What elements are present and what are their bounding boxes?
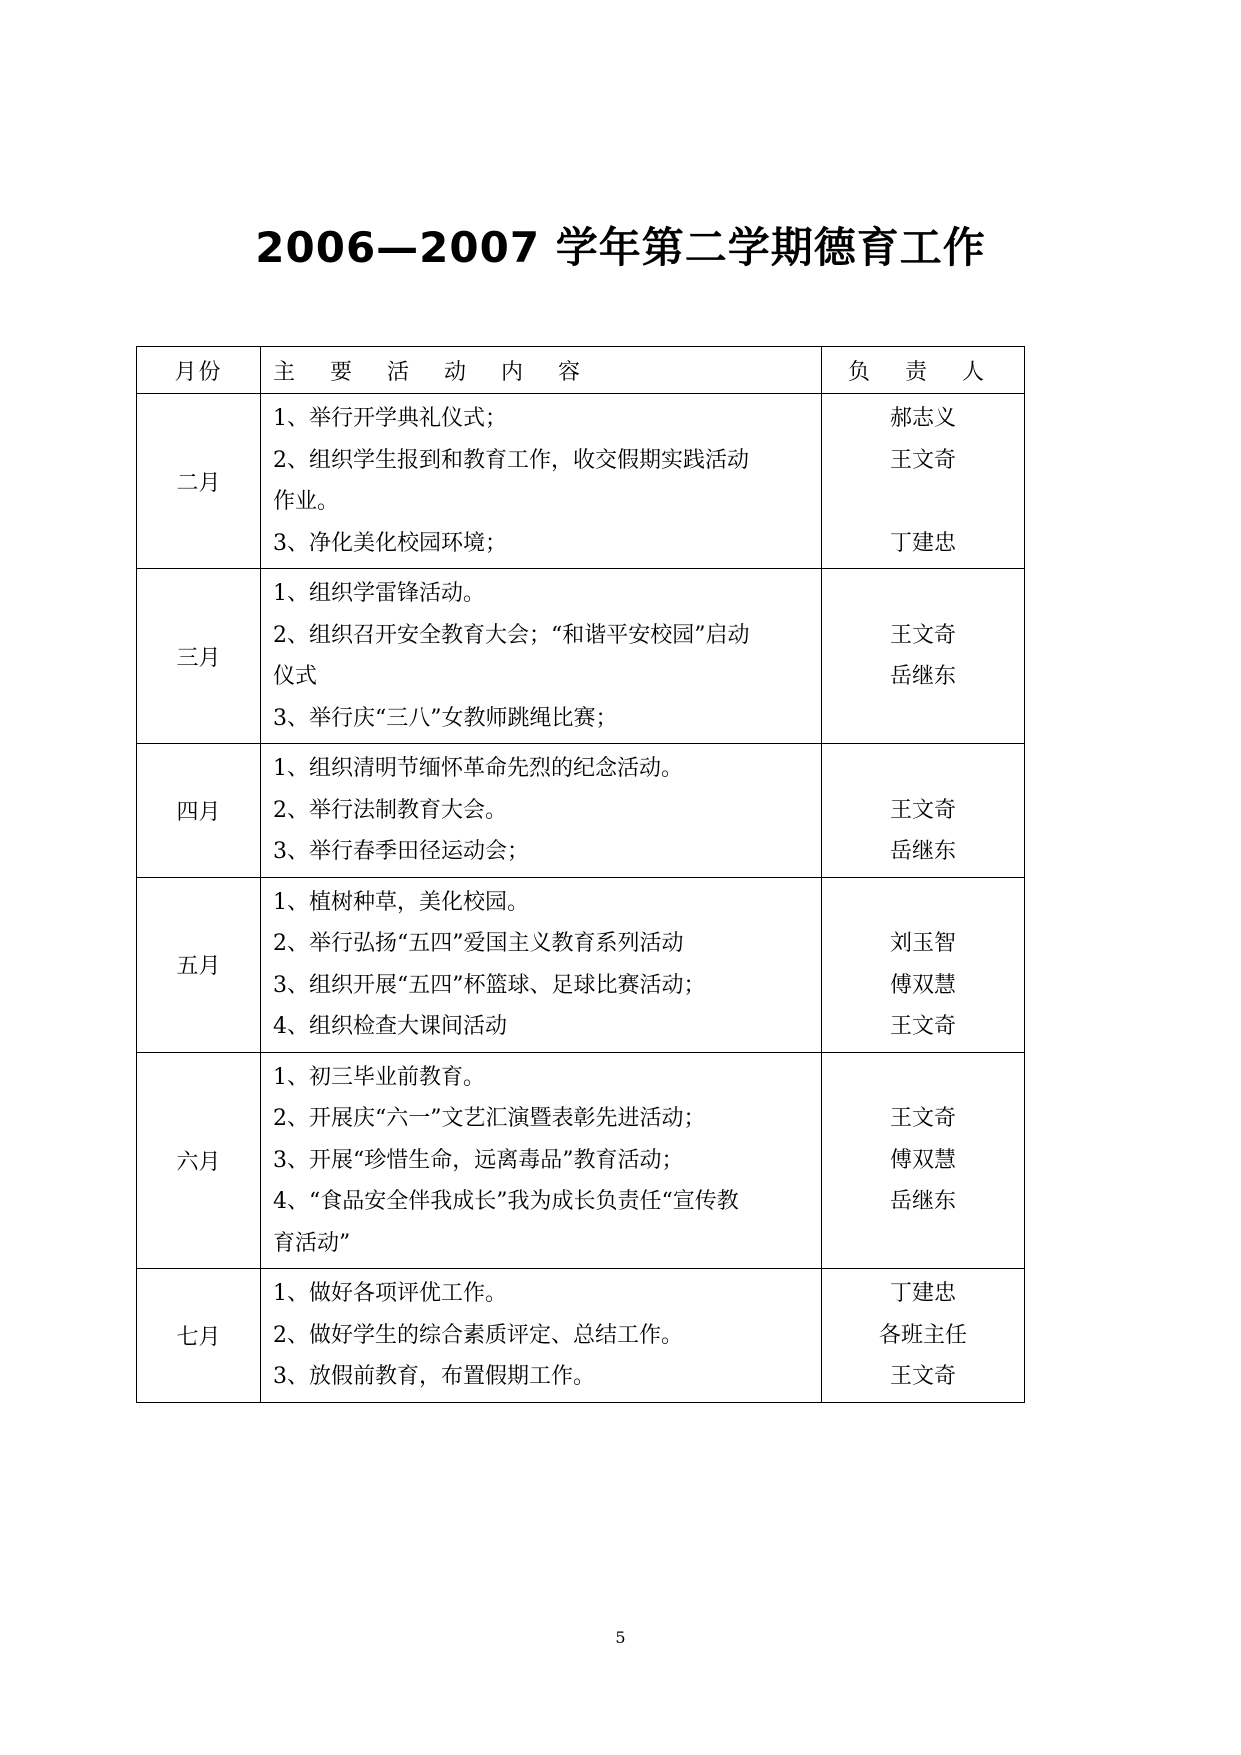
owner-name: 岳继东: [889, 1189, 956, 1214]
owner-name: 王文奇: [889, 622, 956, 648]
activity-line: 3、开展“珍惜生命，远离毒品”教育活动；: [273, 1147, 684, 1173]
owner-name: [822, 698, 1024, 740]
owner-name: 丁建忠: [889, 1281, 956, 1306]
owner-name: [822, 1057, 1024, 1099]
month-cell: 四月: [137, 744, 261, 878]
header-content: 主 要 活 动 内 容: [261, 347, 822, 394]
activity-content-cell: [261, 877, 822, 1052]
owner-name: 王文奇: [889, 1106, 956, 1131]
moral-education-plan-table: [136, 346, 1025, 1403]
activity-line: 3、净化美化校园环境；: [273, 530, 507, 556]
owner-name: [822, 1223, 1024, 1265]
activity-line: 1、组织学雷锋活动。: [273, 581, 485, 606]
owner-name: 王文奇: [889, 1364, 956, 1389]
owner-cell: [822, 569, 1025, 744]
table-row: [137, 744, 1025, 878]
document-title: 2006—2007 学年第二学期德育工作: [255, 223, 986, 272]
table-row: [137, 1269, 1025, 1403]
owner-name: 岳继东: [889, 664, 956, 689]
owner-name: [822, 573, 1024, 615]
activity-content-cell: [261, 1052, 822, 1269]
activity-line: 1、组织清明节缅怀革命先烈的纪念活动。: [273, 756, 683, 781]
owner-name: 王文奇: [889, 447, 956, 473]
table-body: [137, 394, 1025, 1403]
owner-name: 傅双慧: [889, 1147, 956, 1173]
month-cell: 五月: [137, 877, 261, 1052]
activity-line: 2、组织学生报到和教育工作，收交假期实践活动: [273, 447, 749, 473]
month-cell: 三月: [137, 569, 261, 744]
owner-cell: [822, 877, 1025, 1052]
activity-line: 1、初三毕业前教育。: [273, 1064, 485, 1090]
table-row: [137, 1052, 1025, 1269]
activity-line: 2、组织召开安全教育大会；“和谐平安校园”启动: [273, 622, 750, 648]
activity-line: 4、“食品安全伴我成长”我为成长负责任“宣传教: [273, 1189, 739, 1214]
owner-name: 王文奇: [889, 797, 956, 823]
table-header-row: [137, 347, 1025, 394]
header-owner: 负 责 人: [822, 347, 1025, 394]
month-cell: 七月: [137, 1269, 261, 1403]
table-row: [137, 877, 1025, 1052]
owner-cell: [822, 394, 1025, 569]
activity-line: 3、举行庆“三八”女教师跳绳比赛；: [273, 705, 618, 731]
activity-line: 4、组织检查大课间活动: [273, 1014, 507, 1039]
owner-name: [822, 481, 1024, 523]
owner-name: 王文奇: [889, 1014, 956, 1039]
activity-content-cell: [261, 569, 822, 744]
activity-line: 2、举行弘扬“五四”爱国主义教育系列活动: [273, 931, 684, 956]
month-cell: 二月: [137, 394, 261, 569]
owner-name: 郝志义: [889, 406, 956, 431]
activity-content-cell: [261, 1269, 822, 1403]
activity-line: 3、举行春季田径运动会；: [273, 839, 529, 864]
month-cell: 六月: [137, 1052, 261, 1269]
owner-name: [822, 748, 1024, 790]
activity-line: 1、植树种草，美化校园。: [273, 889, 529, 915]
owner-name: [822, 882, 1024, 924]
activity-line: 2、举行法制教育大会。: [273, 797, 507, 823]
owner-cell: [822, 1052, 1025, 1269]
activity-line: 2、开展庆“六一”文艺汇演暨表彰先进活动；: [273, 1106, 706, 1131]
owner-name: 岳继东: [889, 839, 956, 864]
activity-line: 仪式: [273, 664, 318, 689]
activity-line: 1、做好各项评优工作。: [273, 1281, 507, 1306]
owner-name: 丁建忠: [889, 530, 956, 556]
owner-cell: [822, 744, 1025, 878]
table-row: [137, 394, 1025, 569]
owner-cell: [822, 1269, 1025, 1403]
owner-name: 各班主任: [878, 1322, 967, 1348]
page-number: 5: [615, 1628, 626, 1647]
header-month: 月份: [137, 347, 261, 394]
activity-line: 3、放假前教育，布置假期工作。: [273, 1364, 595, 1389]
table-row: [137, 569, 1025, 744]
activity-line: 2、做好学生的综合素质评定、总结工作。: [273, 1322, 683, 1348]
owner-name: 傅双慧: [889, 972, 956, 998]
activity-line: 3、组织开展“五四”杯篮球、足球比赛活动；: [273, 972, 706, 998]
activity-line: 1、举行开学典礼仪式；: [273, 406, 507, 431]
activity-content-cell: [261, 394, 822, 569]
activity-content-cell: [261, 744, 822, 878]
owner-name: 刘玉智: [889, 931, 956, 956]
activity-line: 作业。: [273, 489, 340, 514]
activity-line: 育活动”: [273, 1230, 351, 1256]
